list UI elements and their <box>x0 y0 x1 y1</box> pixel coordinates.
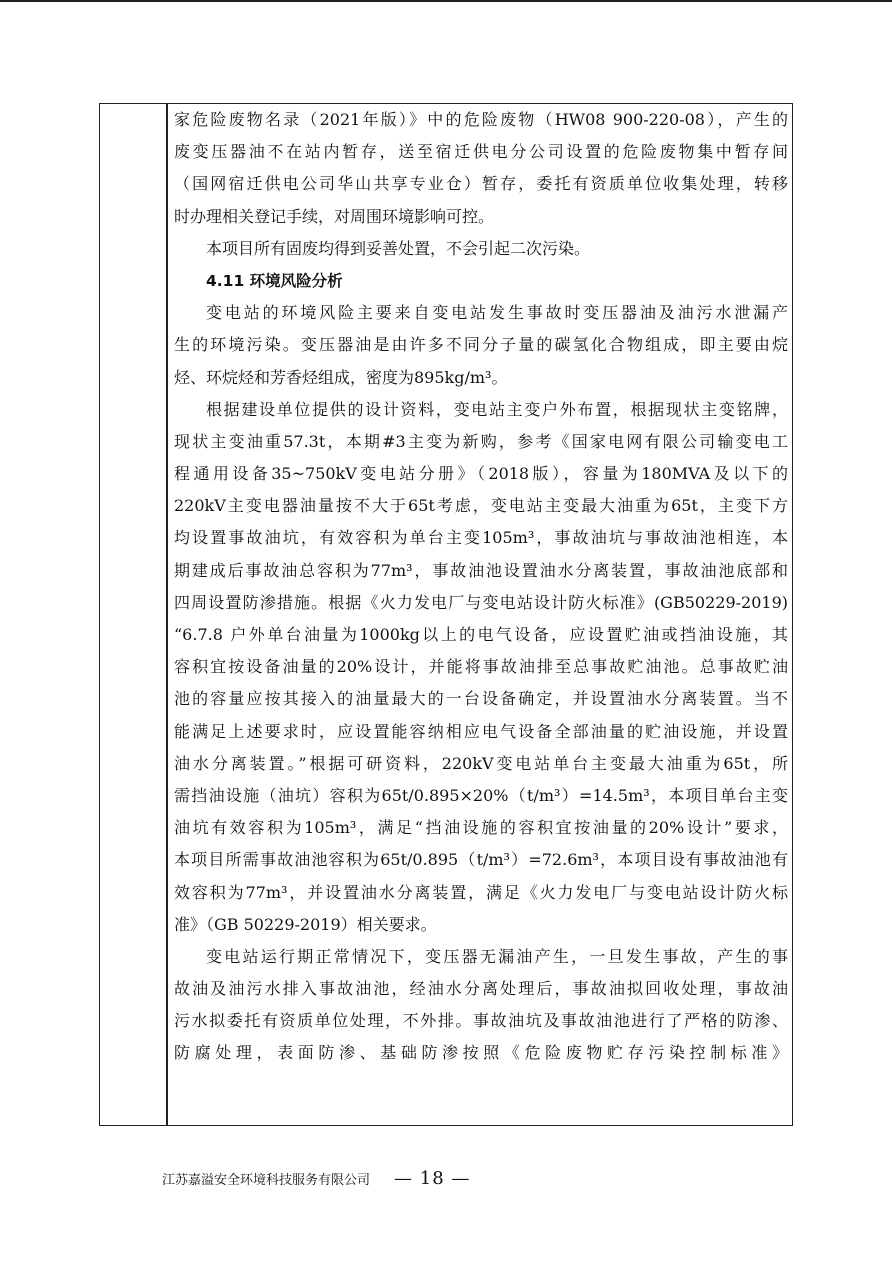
text-line <box>174 522 788 554</box>
text-line-content: 程通用设备35~750kV变电站分册》（2018版），容量为180MVA及以下的 <box>174 464 788 484</box>
text-line <box>174 329 788 361</box>
text-line-content: 容积宜按设备油量的20%设计，并能将事故油排至总事故贮油池。总事故贮油 <box>174 657 788 677</box>
text-line <box>174 877 788 909</box>
text-line <box>174 973 788 1005</box>
text-line <box>174 136 788 168</box>
table-content-cell <box>174 104 788 1070</box>
text-line <box>174 426 788 458</box>
footer-company-name: 江苏嘉溢安全环境科技服务有限公司 <box>162 1172 371 1188</box>
text-line <box>174 297 788 329</box>
text-line <box>174 104 788 136</box>
text-line-content: 时办理相关登记手续，对周围环境影响可控。 <box>174 206 495 226</box>
text-line-content: 池的容量应按其接入的油量最大的一台设备确定，并设置油水分离装置。当不 <box>174 689 788 709</box>
text-line-content: 效容积为77m³，并设置油水分离装置，满足《火力发电厂与变电站设计防火标 <box>174 882 788 902</box>
text-line-content: 家危险废物名录（2021年版）》中的危险废物（HW08 900-220-08），产生的 <box>174 110 788 129</box>
text-line <box>174 168 788 200</box>
document-table <box>99 103 793 1126</box>
text-line <box>174 716 788 748</box>
text-line <box>174 394 788 426</box>
text-line <box>174 587 788 619</box>
text-line <box>174 780 788 812</box>
section-heading-text: 4.11 环境风险分析 <box>206 271 343 290</box>
text-line <box>174 233 788 265</box>
text-line-content: 防腐处理，表面防渗、基础防渗按照《危险废物贮存污染控制标准》 <box>174 1043 788 1063</box>
text-line-content: 根据建设单位提供的设计资料，变电站主变户外布置，根据现状主变铭牌， <box>206 399 788 419</box>
text-line-content: （国网宿迁供电公司华山共享专业仓）暂存，委托有资质单位收集处理，转移 <box>174 174 788 194</box>
text-line-content: 油水分离装置。”根据可研资料，220kV变电站单台主变最大油重为65t，所 <box>174 753 788 773</box>
text-line <box>174 909 788 941</box>
text-line-content: 本项目所需事故油池容积为65t/0.895（t/m³）=72.6m³，本项目设有事故油池有 <box>174 850 788 870</box>
text-line <box>174 683 788 715</box>
text-line-content: 本项目所有固废均得到妥善处置，不会引起二次污染。 <box>206 238 591 258</box>
text-line-content: 220kV主变电器油量按不大于65t考虑，变电站主变最大油重为65t，主变下方 <box>174 496 788 516</box>
text-line <box>174 1037 788 1069</box>
text-line <box>174 651 788 683</box>
text-line <box>174 812 788 844</box>
text-line <box>174 201 788 233</box>
text-line-content: 期建成后事故油总容积为77m³，事故油池设置油水分离装置，事故油池底部和 <box>174 560 788 580</box>
page-footer <box>162 1160 470 1196</box>
text-line <box>174 844 788 876</box>
text-line-content: 四周设置防渗措施。根据《火力发电厂与变电站设计防火标准》(GB50229-2019) <box>174 592 788 612</box>
text-line-content: 废变压器油不在站内暂存，送至宿迁供电分公司设置的危险废物集中暂存间 <box>174 142 788 162</box>
page-number: — 18 — <box>394 1167 471 1189</box>
text-line <box>174 748 788 780</box>
text-line-content: 变电站运行期正常情况下，变压器无漏油产生，一旦发生事故，产生的事 <box>206 946 788 966</box>
text-line-content: 污水拟委托有资质单位处理，不外排。事故油坑及事故油池进行了严格的防渗、 <box>174 1011 788 1031</box>
text-line <box>174 362 788 394</box>
text-line-content: 故油及油污水排入事故油池，经油水分离处理后，事故油拟回收处理，事故油 <box>174 979 788 999</box>
top-border-line <box>0 0 892 2</box>
text-line-content: 准》（GB 50229-2019）相关要求。 <box>174 914 437 934</box>
text-line <box>174 555 788 587</box>
text-line <box>174 490 788 522</box>
section-heading <box>174 265 788 297</box>
text-line <box>174 619 788 651</box>
text-line-content: 变电站的环境风险主要来自变电站发生事故时变压器油及油污水泄漏产 <box>206 303 788 323</box>
text-line <box>174 1005 788 1037</box>
text-line-content: 需挡油设施（油坑）容积为65t/0.895×20%（t/m³）=14.5m³，本项目单台主变 <box>174 785 788 805</box>
text-line-content: 能满足上述要求时，应设置能容纳相应电气设备全部油量的贮油设施，并设置 <box>174 721 788 741</box>
text-line-content: 生的环境污染。变压器油是由许多不同分子量的碳氢化合物组成，即主要由烷 <box>174 335 788 355</box>
text-line <box>174 941 788 973</box>
text-line-content: “6.7.8 户外单台油量为1000kg以上的电气设备，应设置贮油或挡油设施，其 <box>174 625 788 644</box>
text-line-content: 烃、环烷烃和芳香烃组成，密度为895kg/m³。 <box>174 367 508 387</box>
text-line <box>174 458 788 490</box>
text-line-content: 油坑有效容积为105m³，满足“挡油设施的容积宜按油量的20%设计”要求， <box>174 818 788 838</box>
text-line-content: 现状主变油重57.3t，本期#3主变为新购，参考《国家电网有限公司输变电工 <box>174 431 788 451</box>
text-line-content: 均设置事故油坑，有效容积为单台主变105m³，事故油坑与事故油池相连，本 <box>174 528 788 548</box>
table-column-divider <box>166 104 168 1125</box>
